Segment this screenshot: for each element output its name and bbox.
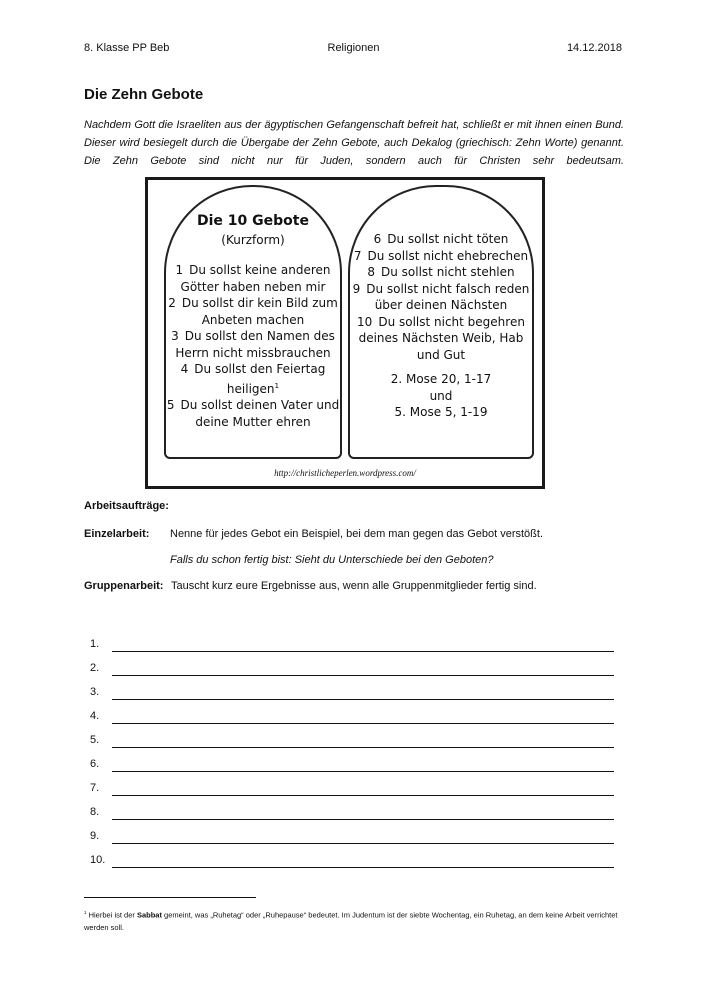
commandment-number: 3: [171, 329, 179, 343]
answer-line-number: 7.: [90, 782, 100, 794]
answer-line-number: 2.: [90, 662, 100, 674]
commandment-text: Du sollst nicht töten: [387, 232, 509, 246]
stone-tablets: [158, 185, 538, 463]
answer-lines: [90, 638, 614, 878]
commandment-text: Du sollst nicht stehlen: [381, 265, 515, 279]
answer-line-number: 3.: [90, 686, 100, 698]
answer-line-number: 6.: [90, 758, 100, 770]
commandment: [166, 295, 340, 328]
commandment-number: 9: [352, 281, 361, 296]
commandment-text: Du sollst dir kein Bild zum Anbeten machen: [181, 296, 338, 327]
answer-line-rule[interactable]: [112, 699, 614, 700]
commandment: [350, 281, 532, 314]
answer-line[interactable]: [90, 710, 614, 734]
footnote-divider: [84, 897, 256, 898]
intro-paragraph: Nachdem Gott die Israeliten aus der ägyptischen Gefangenschaft befreit hat, schließt er mit ihnen einen Bund. Dieser wird besiegelt durch die Übergabe der Zehn Gebote, auch Dekalog (griechisch: Zehn Worte) genannt. Die Zehn Gebote sind nicht nur für Juden, sondern auch für Christen sehr bedeutsam.: [84, 119, 624, 167]
commandment-number: 6: [373, 232, 382, 246]
answer-line[interactable]: [90, 686, 614, 710]
commandment-number: 10: [357, 314, 373, 329]
answer-line[interactable]: [90, 782, 614, 806]
gruppenarbeit-label: Gruppenarbeit:: [84, 580, 164, 592]
tablet-right: [348, 185, 534, 459]
answer-line-number: 8.: [90, 806, 100, 818]
footnote-before: Hierbei ist der: [86, 910, 137, 920]
answer-line-number: 4.: [90, 710, 100, 722]
answer-line-rule[interactable]: [112, 867, 614, 868]
commandment: [166, 262, 340, 295]
answer-line[interactable]: [90, 806, 614, 830]
reference-and: und: [429, 388, 453, 403]
answer-line-rule[interactable]: [112, 843, 614, 844]
footnote-mark: 1: [84, 910, 87, 915]
commandment-text: Du sollst nicht ehebrechen: [367, 248, 529, 263]
commandment: [350, 248, 532, 265]
answer-line-number: 1.: [90, 638, 100, 650]
answer-line[interactable]: [90, 638, 614, 662]
bible-references: [350, 371, 532, 421]
commandment-number: 4: [180, 362, 189, 376]
tablet-subtitle: (Kurzform): [221, 233, 285, 247]
answer-line[interactable]: [90, 758, 614, 782]
commandment-number: 5: [166, 398, 175, 412]
commandment: [350, 231, 532, 248]
answer-line[interactable]: [90, 830, 614, 854]
reference-1: 2. Mose 20, 1-17: [390, 372, 492, 386]
answer-line[interactable]: [90, 662, 614, 686]
image-credit: http://christlicheperlen.wordpress.com/: [274, 468, 416, 478]
commandment: [166, 328, 340, 361]
commandment: [166, 361, 340, 397]
commandment: [166, 397, 340, 430]
commandment-text: Du sollst nicht begehren deines Nächsten Weib, Hab und Gut: [358, 314, 525, 362]
einzelarbeit-extra: Falls du schon fertig bist: Sieht du Unterschiede bei den Geboten?: [170, 554, 494, 566]
answer-line-rule[interactable]: [112, 771, 614, 772]
page-title: Die Zehn Gebote: [84, 86, 204, 103]
commandment-text: Du sollst deinen Vater und deine Mutter ehren: [180, 398, 340, 429]
footnote-after: gemeint, was „Ruhetag“ oder „Ruhepause“ bedeutet. Im Judentum ist der siebte Wochentag, ein Ruhetag, an dem keine Arbeit verrichtet werden soll.: [84, 910, 618, 932]
answer-line-number: 9.: [90, 830, 100, 842]
answer-line-rule[interactable]: [112, 795, 614, 796]
commandment-number: 1: [175, 263, 184, 277]
tablet-left: [164, 185, 342, 459]
answer-line-rule[interactable]: [112, 675, 614, 676]
answer-line-number: 10.: [90, 854, 106, 866]
header-class: 8. Klasse PP Beb: [84, 42, 170, 54]
answer-line-rule[interactable]: [112, 723, 614, 724]
answer-line[interactable]: [90, 734, 614, 758]
reference-2: 5. Mose 5, 1-19: [394, 405, 488, 419]
gruppenarbeit-text: Tauscht kurz eure Ergebnisse aus, wenn alle Gruppenmitglieder fertig sind.: [171, 580, 537, 592]
commandment: [350, 264, 532, 281]
answer-line-rule[interactable]: [112, 651, 614, 652]
answer-line-rule[interactable]: [112, 819, 614, 820]
left-commandments: [166, 262, 340, 430]
commandment-text: Du sollst den Feiertag heiligen: [194, 362, 326, 396]
commandment-number: 2: [168, 296, 176, 310]
answer-line-rule[interactable]: [112, 747, 614, 748]
answer-line-number: 5.: [90, 734, 100, 746]
answer-line[interactable]: [90, 854, 614, 878]
footnote: [84, 907, 629, 934]
header-subject: Religionen: [327, 42, 380, 54]
header-date: 14.12.2018: [566, 42, 622, 54]
commandment-text: Du sollst keine anderen Götter haben neben mir: [180, 263, 331, 294]
einzelarbeit-text: Nenne für jedes Gebot ein Beispiel, bei dem man gegen das Gebot verstößt.: [170, 528, 543, 540]
commandment: [350, 314, 532, 364]
tablet-title: Die 10 Gebote: [197, 213, 309, 229]
commandment-text: Du sollst den Namen des Herrn nicht missbrauchen: [175, 329, 335, 360]
einzelarbeit-label: Einzelarbeit:: [84, 528, 150, 540]
commandment-number: 8: [367, 265, 375, 279]
tasks-heading: Arbeitsaufträge:: [84, 500, 169, 512]
commandment-number: 7: [353, 248, 362, 263]
footnote-reference: 1: [274, 380, 280, 390]
right-commandments: [350, 231, 532, 363]
commandment-text: Du sollst nicht falsch reden über deinen Nächsten: [366, 281, 530, 312]
footnote-bold: Sabbat: [136, 910, 162, 920]
